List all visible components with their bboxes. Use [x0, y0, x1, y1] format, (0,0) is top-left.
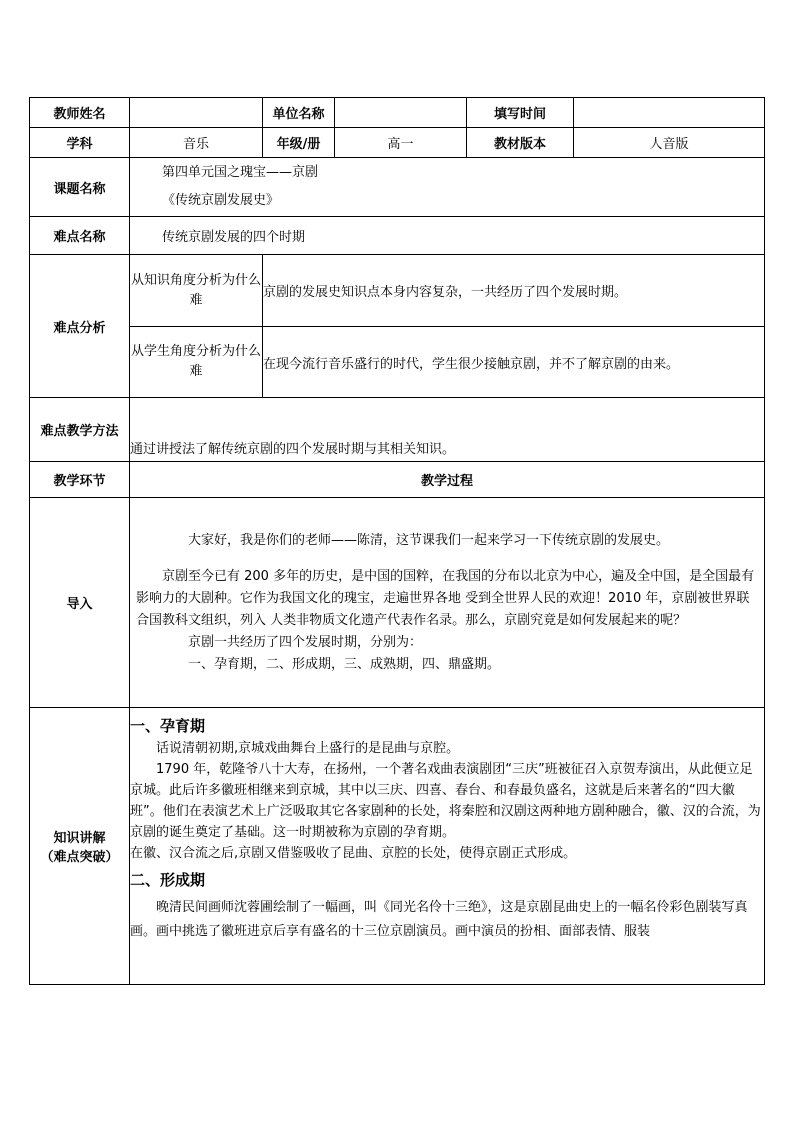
- knowledge-paragraph-2: 1790 年，乾隆爷八十大寿，在扬州，一个著名戏曲表演剧团“三庆”班被征召入京贺寿演出，从此便立足京城。此后许多徽班相继来到京城，其中以三庆、四喜、春台、和春最负盛名，这就是后来著名的“四大徽班”。他们在表演艺术上广泛吸取其它各家剧种的长处，将秦腔和汉剧这两种地方剧种融合，徽、汉的合流，为京剧的诞生奠定了基础。这一时期被称为京剧的孕育期。: [130, 762, 761, 840]
- subject-label: 学科: [30, 128, 130, 158]
- grade-label: 年级/册: [263, 128, 335, 158]
- edition-value: 人音版: [574, 128, 765, 158]
- knowledge-heading-1: 一、孕育期: [130, 717, 206, 735]
- knowledge-label: [30, 708, 130, 985]
- difficulty-label: 难点名称: [30, 217, 130, 255]
- student-angle-value: 在现今流行音乐盛行的时代，学生很少接触京剧，并不了解京剧的由来。: [263, 327, 765, 398]
- grade-value: 高一: [335, 128, 467, 158]
- lesson-plan-table: [29, 97, 765, 985]
- teacher-label: 教师姓名: [30, 98, 130, 128]
- edition-label: 教材版本: [467, 128, 574, 158]
- knowledge-heading-2: 二、形成期: [130, 871, 206, 889]
- time-label: 填写时间: [467, 98, 574, 128]
- topic-line-2: 《传统京剧发展史》: [162, 193, 280, 208]
- intro-content: [130, 498, 765, 708]
- student-angle-label: 从学生角度分析为什么难: [130, 327, 263, 398]
- knowledge-paragraph-1: 话说清朝初期,京城戏曲舞台上盛行的是昆曲与京腔。: [156, 741, 460, 756]
- topic-line-1: 第四单元国之瑰宝——京剧: [162, 165, 319, 180]
- process-right-header: 教学过程: [130, 462, 765, 498]
- knowledge-angle-label: 从知识角度分析为什么难: [130, 255, 263, 327]
- method-label: 难点教学方法: [30, 398, 130, 462]
- time-value: [574, 98, 765, 128]
- intro-paragraph-1: 大家好，我是你们的老师——陈清，这节课我们一起来学习一下传统京剧的发展史。: [188, 532, 670, 548]
- knowledge-label-line-2: （难点突破）: [40, 850, 119, 865]
- analysis-label: 难点分析: [30, 255, 130, 398]
- knowledge-angle-value: 京剧的发展史知识点本身内容复杂，一共经历了四个发展时期。: [263, 255, 765, 327]
- intro-paragraph-4: 一、孕育期，二、形成期，三、成熟期，四、鼎盛期。: [188, 656, 501, 672]
- subject-value: 音乐: [130, 128, 263, 158]
- knowledge-paragraph-4: 晚清民间画师沈蓉圃绘制了一幅画，叫《同光名伶十三绝》，这是京剧昆曲史上的一幅名伶彩色剧装写真画。画中挑选了徽班进京后享有盛名的十三位京剧演员。画中演员的扮相、面部表情、服装: [130, 900, 748, 939]
- process-left-header: 教学环节: [30, 462, 130, 498]
- intro-label: 导入: [30, 498, 130, 708]
- teacher-value: [130, 98, 263, 128]
- intro-paragraph-3: 京剧一共经历了四个发展时期，分别为：: [188, 634, 423, 650]
- knowledge-paragraph-3: 在徽、汉合流之后,京剧又借鉴吸收了昆曲、京腔的长处，使得京剧正式形成。: [130, 846, 577, 861]
- knowledge-label-line-1: 知识讲解: [53, 831, 106, 846]
- topic-value: [130, 158, 765, 217]
- topic-label: 课题名称: [30, 158, 130, 217]
- intro-paragraph-2: 京剧至今已有 200 多年的历史，是中国的国粹，在我国的分布以北京为中心，遍及全中国，是全国最有影响力的大剧种。它作为我国文化的瑰宝，走遍世界各地 受到全世界人民的欢迎！2010 年，京剧被世界联合国教科文组织，列入 人类非物质文化遗产代表作名录。那么，京剧究竟是如何发展起来的呢？: [136, 568, 755, 628]
- unit-value: [335, 98, 467, 128]
- knowledge-content: [130, 708, 765, 985]
- method-value: 通过讲授法了解传统京剧的四个发展时期与其相关知识。: [130, 398, 765, 462]
- unit-label: 单位名称: [263, 98, 335, 128]
- difficulty-value: 传统京剧发展的四个时期: [130, 217, 765, 255]
